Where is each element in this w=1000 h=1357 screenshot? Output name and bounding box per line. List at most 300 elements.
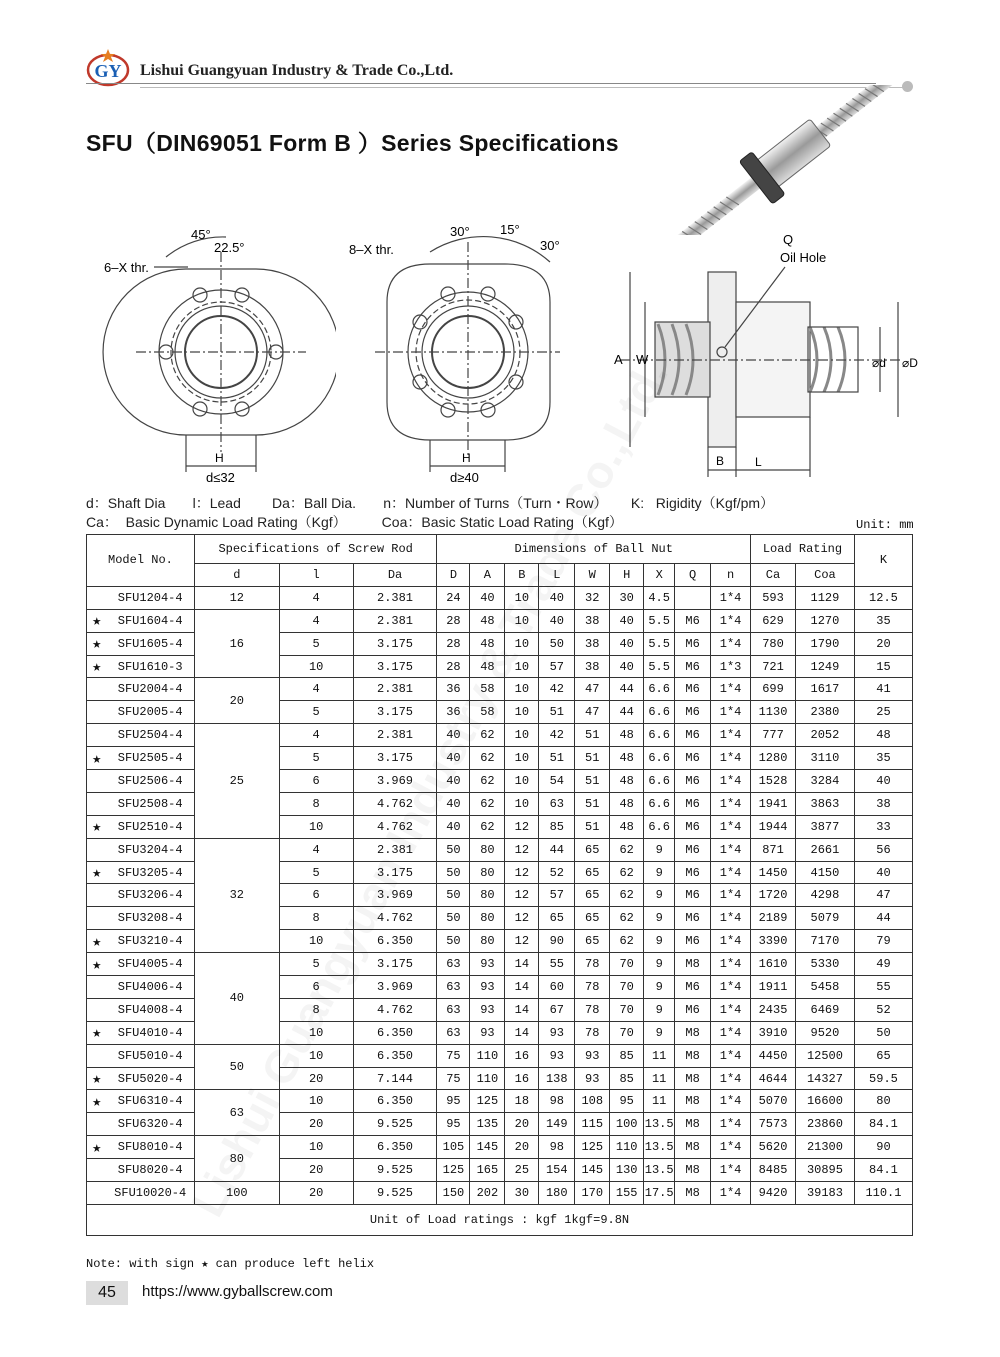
cell-n: 1*4 — [711, 1113, 751, 1136]
cell-l: 10 — [279, 1021, 353, 1044]
cell-D: 75 — [437, 1044, 470, 1067]
cell-undefined: 49 — [854, 953, 912, 976]
col-header-3: D — [437, 564, 470, 587]
cell-Ca: 780 — [751, 632, 796, 655]
cell-l: 10 — [279, 655, 353, 678]
cell-X: 6.6 — [644, 747, 675, 770]
model-number: SFU4006-4 — [106, 976, 194, 999]
cell-Coa: 6469 — [795, 998, 854, 1021]
cell-Da: 4.762 — [353, 998, 437, 1021]
cell-undefined: 15 — [854, 655, 912, 678]
left-helix-mark — [87, 1113, 107, 1136]
cell-Da: 2.381 — [353, 838, 437, 861]
cell-H: 44 — [610, 701, 644, 724]
cell-Da: 3.969 — [353, 770, 437, 793]
cell-W: 115 — [575, 1113, 610, 1136]
cell-D: 40 — [437, 724, 470, 747]
cell-n: 1*4 — [711, 586, 751, 609]
cell-A: 165 — [470, 1159, 505, 1182]
left-helix-mark — [87, 770, 107, 793]
cell-Ca: 699 — [751, 678, 796, 701]
cell-undefined: 84.1 — [854, 1113, 912, 1136]
cell-B: 30 — [505, 1182, 539, 1205]
col-header-5: B — [505, 564, 539, 587]
cell-Q: M6 — [675, 678, 711, 701]
left-helix-mark — [87, 1159, 107, 1182]
cell-undefined: 38 — [854, 792, 912, 815]
cell-n: 1*4 — [711, 1159, 751, 1182]
cell-B: 12 — [505, 930, 539, 953]
cell-B: 12 — [505, 815, 539, 838]
header-ball-nut: Dimensions of Ball Nut — [437, 535, 751, 564]
legend-line-2: Ca： Basic Dynamic Load Rating（Kgf） Coa：Basic Static Load Rating（Kgf） — [86, 514, 623, 530]
model-number: SFU3206-4 — [106, 884, 194, 907]
cell-B: 10 — [505, 701, 539, 724]
company-name: Lishui Guangyuan Industry & Trade Co.,Ltd. — [140, 62, 454, 79]
cell-D: 24 — [437, 586, 470, 609]
cell-Ca: 5620 — [751, 1136, 796, 1159]
cell-l: 20 — [279, 1067, 353, 1090]
cell-Da: 3.175 — [353, 632, 437, 655]
label-b: B — [716, 454, 725, 468]
cell-W: 51 — [575, 792, 610, 815]
thread-label-6x: 6–X thr. — [104, 260, 149, 275]
cell-l: 20 — [279, 1159, 353, 1182]
cell-H: 62 — [610, 907, 644, 930]
cell-n: 1*4 — [711, 884, 751, 907]
cell-D: 28 — [437, 655, 470, 678]
cell-B: 14 — [505, 953, 539, 976]
cell-l: 5 — [279, 701, 353, 724]
cell-Da: 3.969 — [353, 884, 437, 907]
cell-A: 58 — [470, 701, 505, 724]
model-number: SFU2510-4 — [106, 815, 194, 838]
angle-45: 45° — [191, 227, 211, 242]
cell-undefined: 40 — [854, 770, 912, 793]
cell-Ca: 4644 — [751, 1067, 796, 1090]
cell-Q: M8 — [675, 1090, 711, 1113]
cell-Coa: 9520 — [795, 1021, 854, 1044]
cell-Ca: 1944 — [751, 815, 796, 838]
cell-Q: M6 — [675, 655, 711, 678]
cell-D: 50 — [437, 838, 470, 861]
cell-Da: 4.762 — [353, 815, 437, 838]
cell-undefined: 20 — [854, 632, 912, 655]
cell-n: 1*4 — [711, 815, 751, 838]
size-label-large: d≥40 — [450, 470, 479, 485]
cell-Q: M6 — [675, 701, 711, 724]
cell-Coa: 5079 — [795, 907, 854, 930]
cell-B: 16 — [505, 1044, 539, 1067]
cell-n: 1*4 — [711, 998, 751, 1021]
cell-L: 154 — [539, 1159, 575, 1182]
cell-B: 14 — [505, 998, 539, 1021]
cell-L: 57 — [539, 655, 575, 678]
cell-X: 9 — [644, 998, 675, 1021]
cell-W: 78 — [575, 953, 610, 976]
cell-l: 6 — [279, 976, 353, 999]
cell-H: 110 — [610, 1136, 644, 1159]
cell-Coa: 3284 — [795, 770, 854, 793]
cell-X: 13.5 — [644, 1113, 675, 1136]
cell-D: 63 — [437, 976, 470, 999]
header-divider — [86, 83, 876, 84]
cell-undefined: 52 — [854, 998, 912, 1021]
cell-Coa: 23860 — [795, 1113, 854, 1136]
cell-L: 54 — [539, 770, 575, 793]
cell-W: 170 — [575, 1182, 610, 1205]
cell-L: 85 — [539, 815, 575, 838]
cell-Coa: 3863 — [795, 792, 854, 815]
cell-n: 1*4 — [711, 930, 751, 953]
cell-Ca: 9420 — [751, 1182, 796, 1205]
shaft-dia: 40 — [194, 953, 279, 1045]
left-helix-mark: ★ — [87, 632, 107, 655]
cell-W: 47 — [575, 678, 610, 701]
legend-line-1: d：Shaft Dia l：Lead Da：Ball Dia. n：Number of Turns（Turn・Row） K: Rigidity（Kgf/pm） — [86, 495, 775, 511]
cell-Coa: 2052 — [795, 724, 854, 747]
cell-l: 8 — [279, 998, 353, 1021]
cell-Ca: 7573 — [751, 1113, 796, 1136]
shaft-dia: 12 — [194, 586, 279, 609]
shaft-dia: 50 — [194, 1044, 279, 1090]
cell-L: 60 — [539, 976, 575, 999]
cell-A: 93 — [470, 998, 505, 1021]
col-header-13: Coa — [795, 564, 854, 587]
cell-D: 150 — [437, 1182, 470, 1205]
cell-Ca: 1720 — [751, 884, 796, 907]
cell-undefined: 90 — [854, 1136, 912, 1159]
cell-H: 30 — [610, 586, 644, 609]
cell-Da: 7.144 — [353, 1067, 437, 1090]
model-number: SFU3210-4 — [106, 930, 194, 953]
cell-L: 93 — [539, 1044, 575, 1067]
cell-Q: M6 — [675, 747, 711, 770]
cell-L: 44 — [539, 838, 575, 861]
cell-D: 125 — [437, 1159, 470, 1182]
cell-Q: M8 — [675, 1182, 711, 1205]
cell-Ca: 1280 — [751, 747, 796, 770]
cell-L: 51 — [539, 701, 575, 724]
header-k: K — [854, 535, 912, 587]
cell-n: 1*4 — [711, 701, 751, 724]
cell-Ca: 8485 — [751, 1159, 796, 1182]
cell-Da: 6.350 — [353, 1044, 437, 1067]
angle-30-left: 30° — [450, 224, 470, 239]
cell-Da: 3.175 — [353, 655, 437, 678]
left-helix-mark — [87, 701, 107, 724]
cell-X: 6.6 — [644, 815, 675, 838]
cell-Da: 4.762 — [353, 907, 437, 930]
cell-A: 202 — [470, 1182, 505, 1205]
cell-Coa: 5458 — [795, 976, 854, 999]
cell-Coa: 12500 — [795, 1044, 854, 1067]
model-number: SFU4005-4 — [106, 953, 194, 976]
cell-A: 93 — [470, 1021, 505, 1044]
cell-l: 4 — [279, 678, 353, 701]
cell-B: 14 — [505, 976, 539, 999]
cell-D: 40 — [437, 815, 470, 838]
cell-H: 70 — [610, 976, 644, 999]
cell-H: 100 — [610, 1113, 644, 1136]
cell-Da: 9.525 — [353, 1113, 437, 1136]
cell-H: 48 — [610, 724, 644, 747]
model-number: SFU6310-4 — [106, 1090, 194, 1113]
cell-B: 10 — [505, 770, 539, 793]
col-header-1: l — [279, 564, 353, 587]
cell-Ca: 1450 — [751, 861, 796, 884]
cell-D: 50 — [437, 884, 470, 907]
cell-A: 48 — [470, 632, 505, 655]
cell-Coa: 3110 — [795, 747, 854, 770]
cell-W: 93 — [575, 1044, 610, 1067]
cell-D: 36 — [437, 701, 470, 724]
cell-L: 65 — [539, 907, 575, 930]
load-unit-footer: Unit of Load ratings : kgf 1kgf=9.8N — [87, 1204, 913, 1235]
cell-n: 1*4 — [711, 678, 751, 701]
cell-W: 108 — [575, 1090, 610, 1113]
model-number: SFU1605-4 — [106, 632, 194, 655]
left-helix-mark — [87, 998, 107, 1021]
left-helix-mark: ★ — [87, 861, 107, 884]
cell-Coa: 3877 — [795, 815, 854, 838]
width-h-label-large: H — [462, 451, 471, 465]
cell-Q: M6 — [675, 930, 711, 953]
cell-n: 1*4 — [711, 1090, 751, 1113]
left-helix-mark: ★ — [87, 815, 107, 838]
cell-Ca: 721 — [751, 655, 796, 678]
cell-W: 78 — [575, 1021, 610, 1044]
cell-W: 38 — [575, 655, 610, 678]
left-helix-mark: ★ — [87, 1021, 107, 1044]
cell-Q: M6 — [675, 907, 711, 930]
cell-Ca: 4450 — [751, 1044, 796, 1067]
cell-Coa: 1790 — [795, 632, 854, 655]
cell-L: 40 — [539, 586, 575, 609]
col-header-12: Ca — [751, 564, 796, 587]
cell-Coa: 5330 — [795, 953, 854, 976]
cell-Da: 6.350 — [353, 930, 437, 953]
cell-Ca: 593 — [751, 586, 796, 609]
width-h-label: H — [215, 451, 224, 465]
cell-X: 13.5 — [644, 1159, 675, 1182]
col-header-6: L — [539, 564, 575, 587]
shaft-dia: 80 — [194, 1136, 279, 1182]
cell-H: 70 — [610, 953, 644, 976]
left-helix-mark — [87, 976, 107, 999]
cell-X: 6.6 — [644, 770, 675, 793]
nut-side-view-diagram — [600, 232, 920, 482]
cell-H: 40 — [610, 632, 644, 655]
cell-A: 62 — [470, 792, 505, 815]
cell-l: 6 — [279, 884, 353, 907]
cell-H: 85 — [610, 1044, 644, 1067]
unit-label: Unit: mm — [856, 518, 914, 532]
cell-A: 62 — [470, 815, 505, 838]
cell-Coa: 2380 — [795, 701, 854, 724]
cell-Q: M6 — [675, 838, 711, 861]
cell-n: 1*4 — [711, 792, 751, 815]
cell-undefined: 25 — [854, 701, 912, 724]
cell-X: 11 — [644, 1067, 675, 1090]
cell-n: 1*4 — [711, 770, 751, 793]
page-title: SFU（DIN69051 Form B ）Series Specifications — [86, 130, 619, 156]
cell-W: 78 — [575, 998, 610, 1021]
left-helix-mark: ★ — [87, 1067, 107, 1090]
cell-l: 4 — [279, 838, 353, 861]
cell-Q: M6 — [675, 976, 711, 999]
left-helix-mark — [87, 1182, 107, 1205]
cell-n: 1*4 — [711, 1044, 751, 1067]
cell-D: 95 — [437, 1113, 470, 1136]
cell-A: 48 — [470, 609, 505, 632]
cell-H: 44 — [610, 678, 644, 701]
cell-B: 20 — [505, 1136, 539, 1159]
col-header-11: n — [711, 564, 751, 587]
cell-Q: M6 — [675, 724, 711, 747]
cell-L: 63 — [539, 792, 575, 815]
cell-A: 145 — [470, 1136, 505, 1159]
cell-Da: 3.175 — [353, 747, 437, 770]
cell-l: 10 — [279, 1044, 353, 1067]
cell-D: 63 — [437, 953, 470, 976]
cell-L: 51 — [539, 747, 575, 770]
cell-n: 1*4 — [711, 747, 751, 770]
cell-undefined: 65 — [854, 1044, 912, 1067]
cell-undefined: 41 — [854, 678, 912, 701]
shaft-dia: 16 — [194, 609, 279, 678]
label-a: A — [614, 352, 623, 367]
cell-Da: 3.175 — [353, 701, 437, 724]
cell-n: 1*4 — [711, 1182, 751, 1205]
label-shaft-d: ⌀d — [872, 356, 886, 370]
cell-H: 70 — [610, 1021, 644, 1044]
cell-n: 1*4 — [711, 609, 751, 632]
cell-B: 10 — [505, 632, 539, 655]
cell-Coa: 16600 — [795, 1090, 854, 1113]
cell-H: 62 — [610, 930, 644, 953]
cell-n: 1*4 — [711, 724, 751, 747]
left-helix-mark: ★ — [87, 930, 107, 953]
cell-B: 14 — [505, 1021, 539, 1044]
col-header-2: Da — [353, 564, 437, 587]
cell-A: 62 — [470, 747, 505, 770]
cell-l: 8 — [279, 907, 353, 930]
cell-l: 5 — [279, 953, 353, 976]
cell-undefined: 35 — [854, 609, 912, 632]
shaft-dia: 25 — [194, 724, 279, 838]
shaft-dia: 63 — [194, 1090, 279, 1136]
cell-Q — [675, 586, 711, 609]
cell-Ca: 1130 — [751, 701, 796, 724]
cell-A: 80 — [470, 907, 505, 930]
note-left-helix: Note: with sign ★ can produce left helix — [86, 1257, 375, 1271]
cell-X: 6.6 — [644, 701, 675, 724]
cell-Ca: 3910 — [751, 1021, 796, 1044]
angle-22-5: 22.5° — [214, 240, 245, 255]
ball-screw-illustration — [660, 85, 910, 235]
cell-B: 12 — [505, 907, 539, 930]
cell-n: 1*3 — [711, 655, 751, 678]
cell-Da: 2.381 — [353, 724, 437, 747]
cell-A: 80 — [470, 861, 505, 884]
cell-A: 110 — [470, 1044, 505, 1067]
cell-X: 4.5 — [644, 586, 675, 609]
left-helix-mark — [87, 1044, 107, 1067]
col-header-0: d — [194, 564, 279, 587]
website-link[interactable]: https://www.gyballscrew.com — [142, 1283, 333, 1300]
cell-H: 155 — [610, 1182, 644, 1205]
cell-X: 9 — [644, 907, 675, 930]
cell-D: 36 — [437, 678, 470, 701]
cell-L: 149 — [539, 1113, 575, 1136]
cell-B: 10 — [505, 678, 539, 701]
cell-Q: M8 — [675, 1044, 711, 1067]
cell-Da: 2.381 — [353, 678, 437, 701]
cell-B: 12 — [505, 884, 539, 907]
cell-Q: M6 — [675, 815, 711, 838]
cell-W: 65 — [575, 884, 610, 907]
cell-l: 6 — [279, 770, 353, 793]
cell-A: 48 — [470, 655, 505, 678]
cell-X: 5.5 — [644, 632, 675, 655]
left-helix-mark — [87, 907, 107, 930]
cell-B: 25 — [505, 1159, 539, 1182]
left-helix-mark — [87, 792, 107, 815]
cell-W: 78 — [575, 976, 610, 999]
cell-Q: M8 — [675, 1159, 711, 1182]
cell-undefined: 50 — [854, 1021, 912, 1044]
cell-X: 17.5 — [644, 1182, 675, 1205]
cell-Da: 6.350 — [353, 1021, 437, 1044]
cell-H: 85 — [610, 1067, 644, 1090]
cell-B: 10 — [505, 724, 539, 747]
cell-Da: 3.175 — [353, 861, 437, 884]
cell-L: 40 — [539, 609, 575, 632]
left-helix-mark: ★ — [87, 1136, 107, 1159]
table-row — [87, 953, 913, 976]
model-number: SFU2505-4 — [106, 747, 194, 770]
model-number: SFU1604-4 — [106, 609, 194, 632]
cell-X: 5.5 — [644, 655, 675, 678]
cell-undefined: 35 — [854, 747, 912, 770]
cell-B: 10 — [505, 792, 539, 815]
logo-text: GY — [94, 61, 122, 81]
model-number: SFU8020-4 — [106, 1159, 194, 1182]
angle-15: 15° — [500, 222, 520, 237]
cell-B: 10 — [505, 655, 539, 678]
cell-Ca: 1941 — [751, 792, 796, 815]
cell-Coa: 7170 — [795, 930, 854, 953]
cell-W: 51 — [575, 815, 610, 838]
cell-B: 10 — [505, 586, 539, 609]
cell-H: 40 — [610, 609, 644, 632]
cell-L: 67 — [539, 998, 575, 1021]
cell-L: 138 — [539, 1067, 575, 1090]
col-header-7: W — [575, 564, 610, 587]
cell-n: 1*4 — [711, 1067, 751, 1090]
cell-Ca: 1528 — [751, 770, 796, 793]
cell-B: 20 — [505, 1113, 539, 1136]
cell-H: 62 — [610, 884, 644, 907]
model-number: SFU4010-4 — [106, 1021, 194, 1044]
header-load-rating: Load Rating — [751, 535, 855, 564]
cell-X: 11 — [644, 1044, 675, 1067]
model-number: SFU2506-4 — [106, 770, 194, 793]
model-number: SFU1204-4 — [106, 586, 194, 609]
left-helix-mark — [87, 586, 107, 609]
cell-A: 80 — [470, 838, 505, 861]
